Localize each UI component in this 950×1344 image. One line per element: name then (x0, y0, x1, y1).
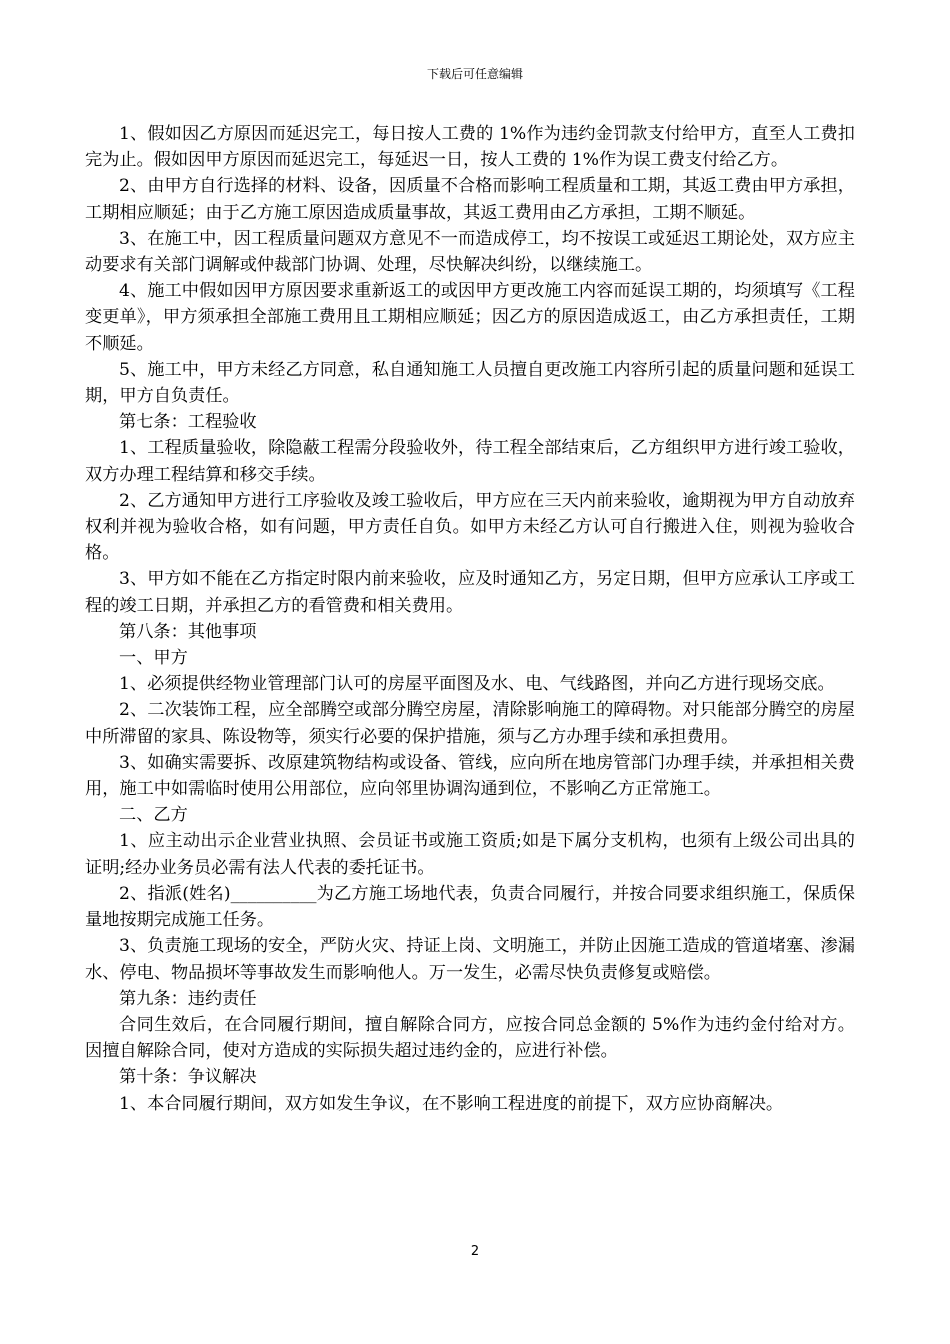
clause-paragraph: 1、应主动出示企业营业执照、会员证书或施工资质;如是下属分支机构，也须有上级公司出具的证明;经办业务员必需有法人代表的委托证书。 (85, 831, 855, 878)
clause-paragraph: 4、施工中假如因甲方原因要求重新返工的或因甲方更改施工内容而延误工期的，均须填写《工程变更单》，甲方须承担全部施工费用且工期相应顺延；因乙方的原因造成返工，由乙方承担责任，工期不顺延。 (85, 281, 855, 354)
clause-paragraph: 2、指派(姓名)__________为乙方施工场地代表，负责合同履行，并按合同要求组织施工，保质保量地按期完成施工任务。 (85, 883, 855, 931)
page-header: 下载后可任意编辑 (426, 67, 523, 81)
clause-paragraph: 5、施工中，甲方未经乙方同意，私自通知施工人员擅自更改施工内容所引起的质量问题和延误工期，甲方自负责任。 (85, 359, 855, 407)
clause-paragraph: 1、工程质量验收，除隐蔽工程需分段验收外，待工程全部结束后，乙方组织甲方进行竣工验收，双方办理工程结算和移交手续。 (85, 438, 855, 485)
section-heading: 第十条：争议解决 (119, 1067, 257, 1088)
clause-paragraph: 3、负责施工现场的安全，严防火灾、持证上岗、文明施工，并防止因施工造成的管道堵塞、渗漏水、停电、物品损坏等事故发生而影响他人。万一发生，必需尽快负责修复或赔偿。 (85, 936, 855, 983)
section-heading: 第九条：违约责任 (119, 988, 257, 1009)
clause-paragraph: 2、乙方通知甲方进行工序验收及竣工验收后，甲方应在三天内前来验收，逾期视为甲方自动放弃权利并视为验收合格，如有问题，甲方责任自负。如甲方未经乙方认可自行搬进入住，则视为验收合格。 (85, 490, 855, 564)
clause-paragraph: 3、甲方如不能在乙方指定时限内前来验收，应及时通知乙方，另定日期，但甲方应承认工序或工程的竣工日期，并承担乙方的看管费和相关费用。 (85, 569, 855, 616)
section-heading: 第七条：工程验收 (119, 412, 257, 433)
clause-paragraph: 2、二次装饰工程，应全部腾空或部分腾空房屋，清除影响施工的障碍物。对只能部分腾空的房屋中所滞留的家具、陈设物等，须实行必要的保护措施，须与乙方办理手续和承担费用。 (85, 700, 855, 747)
section-heading: 第八条：其他事项 (119, 621, 257, 642)
clause-paragraph: 1、假如因乙方原因而延迟完工，每日按人工费的 1%作为违约金罚款支付给甲方，直至人工费扣完为止。假如因甲方原因而延迟完工，每延迟一日，按人工费的 1%作为误工费支付给乙方。 (85, 124, 855, 171)
clause-paragraph: 2、由甲方自行选择的材料、设备，因质量不合格而影响工程质量和工期，其返工费由甲方承担，工期相应顺延；由于乙方施工原因造成质量事故，其返工费用由乙方承担，工期不顺延。 (85, 176, 855, 223)
subsection-heading: 一、甲方 (119, 648, 188, 669)
clause-paragraph: 1、必须提供经物业管理部门认可的房屋平面图及水、电、气线路图，并向乙方进行现场交底。 (119, 674, 835, 695)
subsection-heading: 二、乙方 (119, 805, 188, 826)
clause-paragraph: 3、如确实需要拆、改原建筑物结构或设备、管线，应向所在地房管部门办理手续，并承担相关费用，施工中如需临时使用公用部位，应向邻里协调沟通到位，不影响乙方正常施工。 (85, 752, 855, 800)
clause-paragraph: 3、在施工中，因工程质量问题双方意见不一而造成停工，均不按误工或延迟工期论处，双方应主动要求有关部门调解或仲裁部门协调、处理，尽快解决纠纷，以继续施工。 (85, 228, 855, 276)
document-body (85, 121, 855, 1117)
page-number: 2 (470, 1244, 480, 1259)
clause-paragraph: 1、本合同履行期间，双方如发生争议，在不影响工程进度的前提下，双方应协商解决。 (119, 1093, 784, 1114)
clause-paragraph: 合同生效后，在合同履行期间，擅自解除合同方，应按合同总金额的 5%作为违约金付给对方。因擅自解除合同，使对方造成的实际损失超过违约金的，应进行补偿。 (85, 1014, 855, 1062)
